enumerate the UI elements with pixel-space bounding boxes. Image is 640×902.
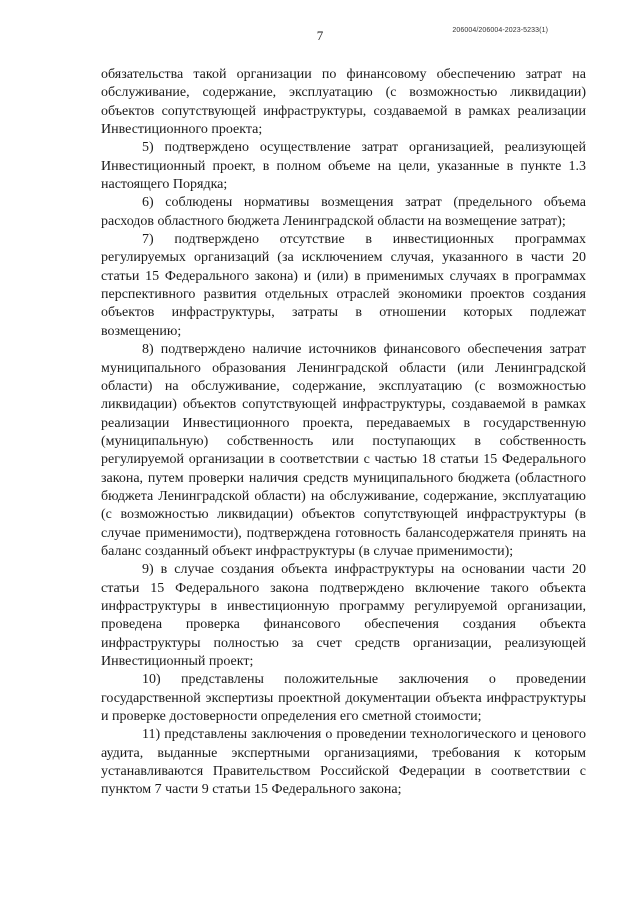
paragraph-continuation: обязательства такой организации по финансовому обеспечению затрат на обслуживание, содержание, эксплуатацию (с возможностью ликвидации) объектов сопутствующей инфраструктуры, создаваемой в рамках реализации Инвестиционного проекта;	[101, 67, 586, 138]
paragraph-item-10: 10) представлены положительные заключения о проведении государственной экспертизы проектной документации объекта инфраструктуры и проверке достоверности определения его сметной стоимости;	[101, 672, 586, 725]
paragraph-item-8: 8) подтверждено наличие источников финансового обеспечения затрат муниципального образования Ленинградской области (или Ленинградской области) на обслуживание, содержание, эксплуатацию (с возможностью ликвидации) объектов сопутствующей инфраструктуры, создаваемой в рамках реализации Инвестиционного проекта, передаваемых в государственную (муниципальную) собственность или поступающих в собственность регулируемой организации в соответствии с частью 18 статьи 15 Федерального закона, путем проверки наличия средств муниципального бюджета (областного бюджета Ленинградской области) на обслуживание, содержание, эксплуатацию (с возможностью ликвидации) объектов сопутствующей инфраструктуры (в случае применимости), подтверждена готовность балансодержателя принять на баланс созданный объект инфраструктуры (в случае применимости);	[101, 342, 586, 559]
document-body	[101, 66, 586, 800]
paragraph-item-9: 9) в случае создания объекта инфраструктуры на основании части 20 статьи 15 Федерального закона подтверждено включение такого объекта инфраструктуры в инвестиционную программу регулируемой организации, проведена проверка финансового обеспечения создания объекта инфраструктуры полностью за счет средств организации, реализующей Инвестиционный проект;	[101, 562, 586, 669]
paragraph-item-5: 5) подтверждено осуществление затрат организацией, реализующей Инвестиционный проект, в полном объеме на цели, указанные в пункте 1.3 настоящего Порядка;	[101, 140, 586, 193]
paragraph-item-11: 11) представлены заключения о проведении технологического и ценового аудита, выданные экспертными организациями, требования к которым устанавливаются Правительством Российской Федерации в соответствии с пунктом 7 части 9 статьи 15 Федерального закона;	[101, 727, 586, 798]
paragraph-item-6: 6) соблюдены нормативы возмещения затрат (предельного объема расходов областного бюджета Ленинградской области на возмещение затрат);	[101, 195, 586, 229]
paragraph-item-7: 7) подтверждено отсутствие в инвестиционных программах регулируемых организаций (за исключением случая, указанного в части 20 статьи 15 Федерального закона) и (или) в применимых случаях в программах перспективного развития отдельных отраслей экономики проектов создания объектов инфраструктуры, затраты в отношении которых подлежат возмещению;	[101, 232, 586, 339]
page-number: 7	[316, 28, 324, 43]
document-id: 206004/206004-2023-5233(1)	[452, 27, 548, 34]
